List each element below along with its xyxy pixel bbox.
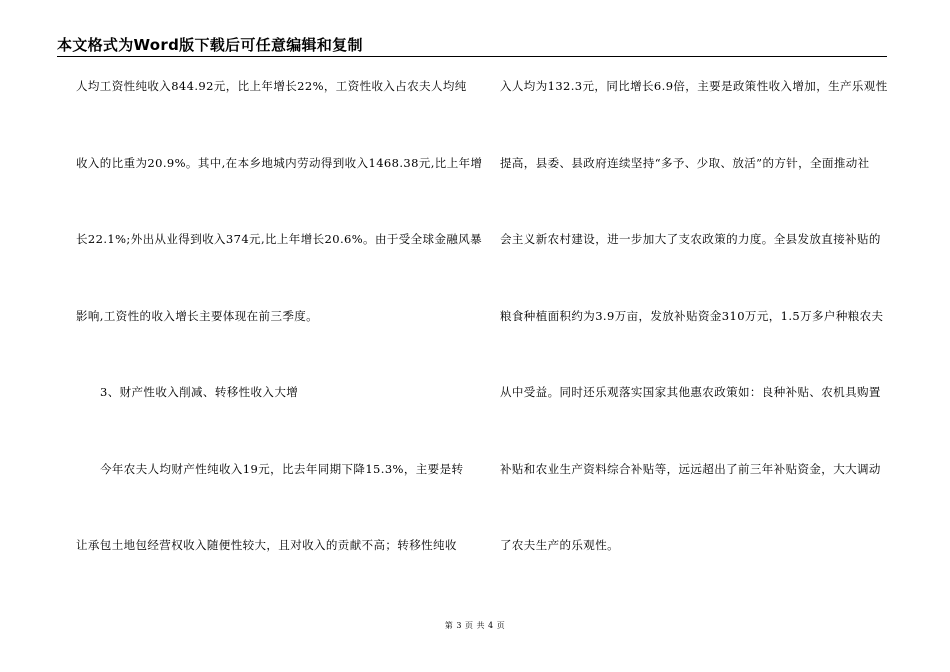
section-heading: 3、财产性收入削减、转移性收入大增 [100,385,299,399]
right-text-column [500,78,890,614]
text-line: 补贴和农业生产资料综合补贴等，远远超出了前三年补贴资金，大大调动 [500,461,881,476]
text-line: 提高，县委、县政府连续坚持“多予、少取、放活”的方针，全面推动社 [500,155,870,170]
text-line: 今年农夫人均财产性纯收入19元，比去年同期下降15.3%，主要是转 [100,461,464,476]
page-number-footer: 第 3 页 共 4 页 [444,621,506,630]
text-line: 收入的比重为20.9%。其中,在本乡地城内劳动得到收入1468.38元,比上年增 [76,155,483,170]
text-line: 会主义新农村建设，进一步加大了支农政策的力度。全县发放直接补贴的 [500,232,881,246]
text-line: 人均工资性纯收入844.92元，比上年增长22%，工资性收入占农夫人均纯 [76,79,467,93]
text-line: 从中受益。同时还乐观落实国家其他惠农政策如：良种补贴、农机具购置 [500,385,881,399]
left-text-column [76,78,483,614]
text-line: 影响,工资性的收入增长主要体现在前三季度。 [76,308,319,323]
page-header [57,34,887,57]
text-line: 长22.1%;外出从业得到收入374元,比上年增长20.6%。由于受全球金融风暴 [76,232,483,246]
text-line: 粮食种植面积约为3.9万亩，发放补贴资金310万元，1.5万多户种粮农夫 [500,308,884,323]
text-line: 让承包土地包经营权收入随便性较大，且对收入的贡献不高；转移性纯收 [76,538,457,552]
text-line: 入人均为132.3元，同比增长6.9倍，主要是政策性收入增加，生产乐观性 [500,79,888,93]
document-header-title: 本文格式为Word版下载后可任意编辑和复制 [57,36,363,54]
text-line: 了农夫生产的乐观性。 [500,538,619,552]
